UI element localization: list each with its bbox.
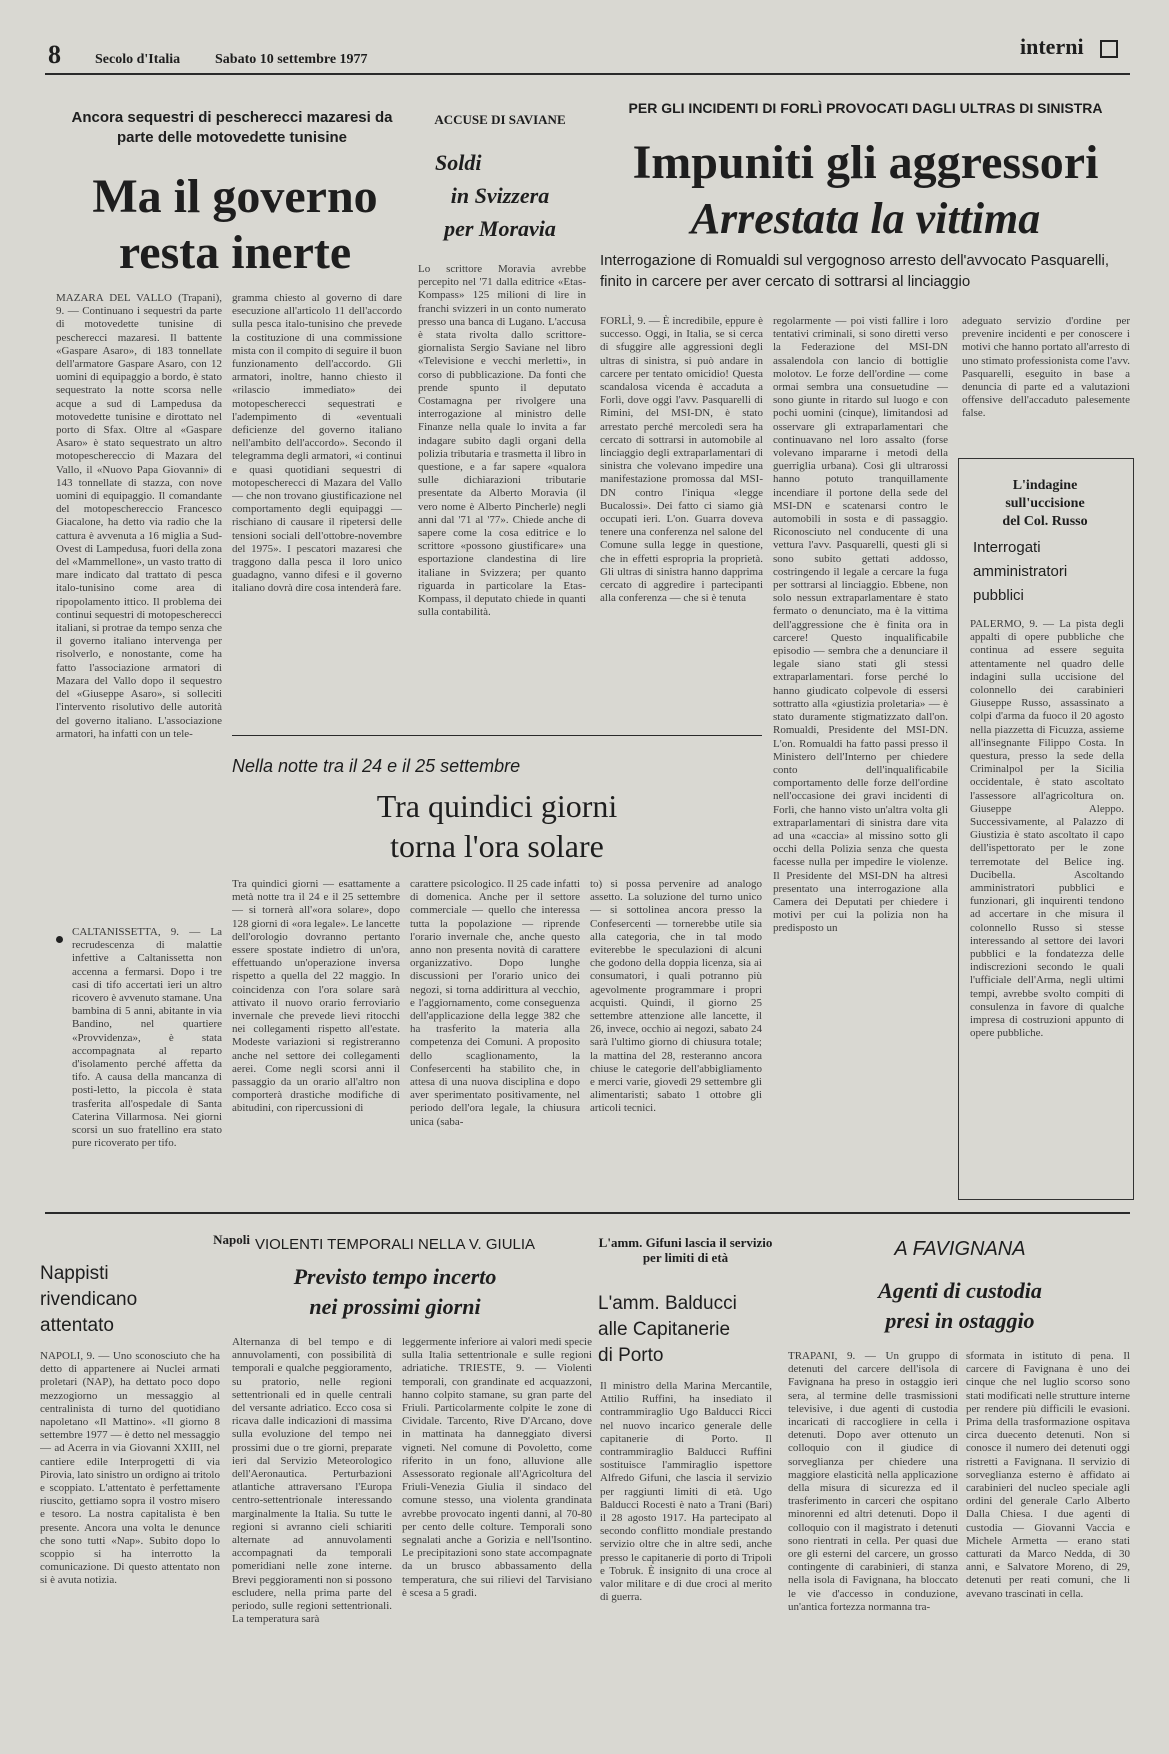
russo-box-title-3: del Col. Russo xyxy=(1002,514,1088,529)
russo-headline-1: Interrogati xyxy=(973,539,1041,556)
mazara-headline-1: Ma il governo xyxy=(92,170,378,223)
ora-solare-body-col1: Tra quindici giorni — esattamente a metà notte tra il 24 e il 25 settembre — si tornerà all'«ora solare», dopo 128 giorni di «ora legale». Le lancette dell'orologio dovranno pertanto essere spostate indietro di un'ora, effettuando un'operazione inversa rispetto a quella del 22 maggio. In coincidenza con l'ora solare sarà attivato il nuovo orario ferroviario invernale che prevede lievi ritocchi nei collegamenti rispetto all'estate. Modeste variazioni si registreranno anche nel settore dei collegamenti aerei. Come negli scorsi anni il passaggio da un orario all'altro non comporterà drastiche modifiche di abitudini, con ripercussioni di xyxy=(232,878,400,1115)
ora-solare-body-col2: carattere psicologico. Il 25 cade infatti di domenica. Anche per il settore commerciale — quello che interessa tutta la popolazione — riprende l'orario invernale che, anche questo anno non presenta novità di carattere organizzativo. Dopo lunghe discussioni per l'orario unico dei negozi, si torna addirittura al vecchio, e l'aggiornamento, come conseguenza dell'applicazione della legge 382 che ha trasferito la materia alla competenza dei Comuni. A proposito dello scaglionamento, la Confesercenti ha stabilito che, in attesa di una nuova disciplina e dopo aver sperimentato positivamente, nel periodo dell'ora legale, la chiusura unica (saba- xyxy=(410,878,580,1128)
giulia-body-col1: Alternanza di bel tempo e di annuvolamenti, con possibilità di temporali e qualche peggioramento, su pratorio, nelle regioni settentrionali ed in quelle centrali del versante adriatico. Ecco cosa si ricava dalle indicazioni di massima sulla evoluzione del tempo nei prossimi due o tre giorni, preparate ieri dal Servizio Meteorologico dell'Aeronautica. Perturbazioni atlantiche attraversano l'Europa centro-settentrionale interessando marginalmente la Italia. Su tutte le regioni si avranno cieli schiariti alternate ad annuvolamenti accompagnati da temporali pomeridiani nelle zone interne. Brevi peggioramenti non si possono escludere, nella prima parte del periodo, sulle regioni settentrionali. La temperatura sarà xyxy=(232,1336,392,1626)
forli-headline-1: Impuniti gli aggressori xyxy=(632,136,1099,189)
russo-headline-3: pubblici xyxy=(973,587,1024,604)
napoli-headline-3: attentato xyxy=(40,1315,114,1336)
saviane-kicker: ACCUSE DI SAVIANE xyxy=(434,112,566,127)
mazara-body-col2: gramma chiesto al governo di dare esecuzione all'articolo 11 dell'accordo sulla pesca italo-tunisino che prevede la costituzione di una commissione mista con il compito di seguire il buon funzionamento dell'accordo. Gli armatori, inoltre, hanno chiesto il «rilascio immediato» dei motopescherecci sequestrati e l'adempimento di «eventuali deficienze del governo italiano nell'ambito dell'accordo». Secondo il telegramma degli armatori, «i continui e quasi quotidiani sequestri di motopescherecci di Mazara del Vallo — che non trovano giustificazione nel comportamento degli equipaggi — rischiano di causare il ripetersi delle tensioni sociali dell'ottobre-novembre del 1975». I pescatori mazaresi che traggono dalla pesca il loro unico guadagno, vanno difesi e il governo italiano dovrà dire cosa intenderà fare. xyxy=(232,292,402,595)
russo-body: PALERMO, 9. — La pista degli appalti di opere pubbliche che continua ad essere seguita attentamente nel quadro delle indagini sulla uccisione del colonnello dei carabinieri Giuseppe Russo, assassinato a colpi d'arma da fuoco il 20 agosto nella piazzetta di Ficuzza, assieme all'insegnante Filippo Costa. In questura, presso la sede della Criminalpol per la Sicilia occidentale, è stato ascoltato l'assessore all'agricoltura on. Giuseppe Aleppo. Successivamente, al Palazzo di Giustizia è stato ascoltato il capo dell'ispettorato per le zone terremotate del Belice ing. Ducibella. Ascoltando amministratori pubblici e funzionari, gli inquirenti tendono ad accertare in che misura il colonnello Russo si stesse interessando al settore dei lavori pubblici e la fondatezza delle indiscrezioni secondo le quali l'ufficiale dell'Arma, negli ultimi tempi, avrebbe svolto compiti di consulenza in favore di qualche impresa di costruzioni appunto di opere pubbliche. xyxy=(970,618,1124,1040)
napoli-headline-1: Nappisti xyxy=(40,1263,109,1284)
napoli-headline-2: rivendicano xyxy=(40,1289,138,1310)
giulia-headline-2: nei prossimi giorni xyxy=(309,1294,481,1319)
forli-body-col1: FORLÌ, 9. — È incredibile, eppure è successo. Oggi, in Italia, se si cerca di sfuggire alle aggressioni degli ultras di sinistra, si può andare in carcere per tentato omicidio! Questa scandalosa vicenda è accaduta a Forlì, dove oggi l'avv. Pasquarelli di Rimini, del MSI-DN, è stato arrestato perché mercoledì sera ha cercato di sottrarsi in automobile al linciaggio degli extraparlamentari di sinistra che volevano impedire una manifestazione promossa dal MSI-DN contro l'iniqua «legge Bucalossi». Dei fatto ci siamo già occupati ieri. L'on. Guarra doveva tenere una conferenza nel salone del Comune sulla legge in questione, che in effetti espropria la proprietà. Gli ultras di sinistra hanno dapprima cercato di aggredire i partecipanti alla conferenza — che si è tenuta xyxy=(600,315,763,605)
giulia-headline-1: Previsto tempo incerto xyxy=(293,1264,497,1289)
gifuni-body: Il ministro della Marina Mercantile, Attilio Ruffini, ha insediato il contrammiraglio Ugo Balducci Ricci nel nuovo incarico generale delle capitanerie di Porto. Il contrammiraglio Balducci Ruffini sostituisce l'ammiraglio ispettore Alfredo Gifuni, che lascia il servizio per raggiunti limiti di età. Ugo Balducci Rocesti è nato a Trani (Bari) il 28 agosto 1917. Ha partecipato al secondo conflitto mondiale prestando servizio oltre che in altre sedi, anche presso le capitanerie di porto di Tripoli e Tobruk. È insignito di una croce al valor militare e di due croci al merito di guerra. xyxy=(600,1380,772,1604)
mazara-kicker: Ancora sequestri di pescherecci mazaresi da parte delle motovedette tunisine xyxy=(71,109,393,147)
mazara-body-col1: MAZARA DEL VALLO (Trapani), 9. — Continuano i sequestri da parte di motovedette tunisine di pescherecci mazaresi. Il battente «Gaspare Asaro», di 183 tonnellate dell'armatore Gaspare Asaro, con 12 uomini di equipaggio a bordo, è stato sequestrato la notte scorsa nelle acque a sud di Lampedusa da motovedette tunisine e dirottato nel porto di Sfax. Oltre al «Gaspare Asaro» è stato sequestrato un altro motopeschereccio di Mazara del Vallo, il «Nuovo Papa Giovanni» di 143 tonnellate di stazza, con nove uomini di equipaggio. Il comandante del motopeschereccio Francesco Giacalone, ha detto via radio che la cattura è avvenuta a 16 miglia a Sud-Ovest di Lampedusa, fuori della zona del «Mammellone», un vasto tratto di mare indicato dal trattato di pesca italo-tunisino come area di ripopolamento ittico. Il problema dei continui sequestri di motopescherecci italiani, si protrae da tempo senza che il governo italiano intervenga per risolverlo, e nonostante, come ha fatto l'associazione armatori di Mazara del Vallo dopo il sequestro del «Giuseppe Asaro», si solleciti l'intervento risolutivo delle autorità del governo italiano. L'associazione armatori, ha infatti con un tele- xyxy=(56,292,222,740)
ora-solare-kicker: Nella notte tra il 24 e il 25 settembre xyxy=(232,756,521,776)
masthead-rule xyxy=(45,73,1130,75)
ora-solare-body-col3: to) si possa pervenire ad analogo assetto. La soluzione del turno unico — si sottolinea ancora presso la Confesercenti — tornerebbe utile sia alla categoria, che in tal modo eviterebbe le speculazioni di alcuni che godono della doppia licenza, sia ai consumatori, i quali potranno più agevolmente programmare i propri acquisti. Quindi, il giorno 25 settembre attenzione alle lancette, il 26, invece, occhio ai negozi, sabato 24 sarà l'ultimo giorno di chiusura totale; la mattina del 28, resteranno ancora chiuse le categorie dell'abbigliamento e merci varie, giovedì 29 settembre gli alimentaristi; sabato 1 ottobre gli articoli tecnici. xyxy=(590,878,762,1115)
gifuni-headline-2: alle Capitanerie xyxy=(598,1319,731,1340)
russo-box-title-1: L'indagine xyxy=(1012,478,1078,493)
forli-kicker: PER GLI INCIDENTI DI FORLÌ PROVOCATI DAGLI ULTRAS DI SINISTRA xyxy=(628,100,1103,116)
saviane-headline-1: Soldi xyxy=(435,150,482,175)
ora-solare-top-rule xyxy=(232,735,762,736)
section-icon xyxy=(1100,40,1118,58)
saviane-headline-3: per Moravia xyxy=(444,216,556,241)
page-date: Sabato 10 settembre 1977 xyxy=(215,52,368,67)
bottom-section-rule xyxy=(45,1212,1130,1214)
saviane-body: Lo scrittore Moravia avrebbe percepito nel '71 dalla editrice «Etas-Kompass» 125 milioni di lire in franchi svizzeri in un conto numerato presso una banca di Lugano. L'accusa è stata rivolta dallo scrittore-giornalista Sergio Saviane nel libro «Televisione e vecchi merletti», in corso di pubblicazione. Da fonti che prende spunto il deputato Costamagna per rivolgere una interrogazione al ministro delle Finanze nella quale lo invita a far indagare subito dagli organi della polizia tributaria e trasmetta il libro in questione, e a far sapere «qualora sulle dichiarazioni tributarie presentate da Alberto Moravia (il vero nome è Alberto Pincherle) negli anni dal '71 al '77». Chiede anche di sapere come la cosa editrice e lo scrittore «possono giustificare» una esportazione clandestina di lire italiane in Svizzera; per quanto riguarda in particolare la Etas-Kompass, il deputato chiede in quanti sulla contabilità. xyxy=(418,263,586,619)
forli-body-col3: adeguato servizio d'ordine per prevenire incidenti e per conoscere i motivi che hanno portato all'arresto di uno stimato professionista come l'avv. Pasquarelli, eseguito in base a denuncia di parte ed a valutazioni offensive dell'accaduto palesemente false. xyxy=(962,315,1130,420)
gifuni-headline-1: L'amm. Balducci xyxy=(598,1293,737,1314)
favignana-kicker: A FAVIGNANA xyxy=(894,1238,1026,1260)
favignana-headline-2: presi in ostaggio xyxy=(885,1308,1035,1333)
section-label: interni xyxy=(1020,34,1084,59)
forli-body-col2: regolarmente — poi visti fallire i loro tentativi criminali, si sono diretti verso la Federazione del MSI-DN assalendola con lancio di bottiglie molotov. Le forze dell'ordine — come ormai sembra una consuetudine — sono giunte in ritardo sul luogo e con pochi uomini (cinque), limitandosi ad osservare gli extraparlamentari che continuavano nel loro assalto (forse volevano impararne i metodi della guerriglia urbana). Così gli ultrarossi hanno potuto tranquillamente incendiare il portone della sede del MSI-DN e scatenarsi contro le automobili in sosta e di passaggio. Riconosciuto nel conducente di una vettura l'avv. Pasquarelli, questi gli si sono subito gettati addosso, costringendo il legale a cercare la fuga per sottrarsi al linciaggio. Ebbene, non solo nessun extraparlamentare è stato fermato o denunciato, ma è la vittima dell'aggressione che è finita ora in carcere! Questo inqualificabile episodio — sembra che a denunciare il legale siano stati gli stessi extraparlamentari. forse perché lo hanno giudicato colpevole di essersi sottratto alla «giustizia proletaria» — è stato duramente stigmatizzato dall'on. Romualdi, Presidente del MSI-DN. L'on. Romualdi ha fatto passi presso il Ministero dell'Interno per chiedere conto dell'inqualificabile comportamento delle forze dell'ordine nell'occasione dei gravi incidenti di Forlì, che hanno visto un'altra volta gli extraparlamentari di sinistra dare vita ad una «caccia» al missino sotto gli occhi della Polizia senza che questa facesse nulla per impedire le violenze. Il Presidente del MSI-DN ha altresì presentato una interrogazione alla Camera dei Deputati per chiedere i motivi per cui la polizia non ha predisposto un xyxy=(773,315,948,935)
napoli-body: NAPOLI, 9. — Uno sconosciuto che ha detto di appartenere ai Nuclei armati proletari (NAP), ha dettato poco dopo mezzogiorno un messaggio al centralinista di turno del quotidiano napoletano «Il Mattino». «Il giorno 8 settembre 1977 — è detto nel messaggio — ad Acerra in via Giovanni XXIII, nel cantiere edile Interprogetti di via Pirovia, lato sinistro un ordigno ai tritolo e scoppiato. L'attentato è perfettamente riuscito, gettiamo sopra il vostro misero e tesoro. La nostra capitalista è ben presente. Ancora una volta le denunce che sono tutti «Nap». Subito dopo lo scoppio si ha interrotto la comunicazione. Di questo attentato non si è avuta notizia. xyxy=(40,1350,220,1587)
newspaper-name: Secolo d'Italia xyxy=(95,52,181,67)
forli-headline-2: Arrestata la vittima xyxy=(690,194,1041,243)
mazara-headline-2: resta inerte xyxy=(118,226,352,279)
russo-box-title-2: sull'uccisione xyxy=(1005,496,1085,511)
giulia-kicker: VIOLENTI TEMPORALI NELLA V. GIULIA xyxy=(254,1236,536,1253)
ora-solare-headline-1: Tra quindici giorni xyxy=(376,788,618,824)
page-number: 8 xyxy=(48,40,61,69)
favignana-body-col1: TRAPANI, 9. — Un gruppo di detenuti del carcere dell'isola di Favignana ha preso in ostaggio ieri sera, al termine delle trasmissioni televisive, i due agenti di custodia incaricati di raccogliere in cella i detenuti. Dopo aver ottenuto un colloquio con il giudice di sorveglianza per chiedere una maggiore elasticità nella applicazione della misura di sicurezza ed il trasferimento in carceri che ospitano minorenni ed altri detenuti. Dopo il colloquio con il magistrato i detenuti sono rientrati in cella. Per quasi due ore gli esterni del carcere, un grosso contingente di carabinieri, di stanza nella isola di Favignana, ha bloccato le vie d'accesso in conduzione, un'antica fortezza normanna tra- xyxy=(788,1350,958,1613)
russo-headline-2: amministratori xyxy=(973,563,1068,580)
saviane-headline-2: in Svizzera xyxy=(450,183,550,208)
ora-solare-headline-2: torna l'ora solare xyxy=(390,828,604,864)
bullet-icon xyxy=(56,930,69,948)
giulia-body-col2: leggermente inferiore ai valori medi specie sulla Italia settentrionale e sulle regioni adriatiche. TRIESTE, 9. — Violenti temporali, con grandinate ed acquazzoni, hanno colpito stamane, su gran parte del Friuli. Particolarmente colpite le zone di Cividale. Tarcento, Rive D'Arcano, dove in mattinata ha danneggiato diversi vigneti. Nel comune di Povoletto, come riferito in un fono, alluvione alle Assessorato regionale all'Agricoltura del Friuli-Venezia Giulia il sindaco del comune stesso, una violenta grandinata avrebbe provocato ingenti danni, al 70-80 per cento delle colture. Temporali sono segnalati anche a Gorizia e nell'Isontino. Le precipitazioni sono state accompagnate da un brusco abbassamento della temperatura, che sui rilievi del Tarvisiano è scesa a 5 gradi. xyxy=(402,1336,592,1599)
gifuni-kicker: L'amm. Gifuni lascia il servizio per limiti di età xyxy=(598,1235,773,1265)
gifuni-headline-3: di Porto xyxy=(598,1345,664,1366)
napoli-kicker: Napoli xyxy=(213,1232,250,1247)
favignana-headline-1: Agenti di custodia xyxy=(878,1278,1042,1303)
forli-subhead: Interrogazione di Romualdi sul vergognoso arresto dell'avvocato Pasquarelli, finito in carcere per aver cercato di sottrarsi al linciaggio xyxy=(600,252,1109,290)
favignana-body-col2: sformata in istituto di pena. Il carcere di Favignana è uno dei cinque che nel luglio scorso sono stati modificati nelle strutture interne per rendere più difficili le evasioni. Prima della trasformazione ospitava circa duecento detenuti. Non si conosce il numero dei detenuti oggi ristretti a Favignana. Il servizio di sorveglianza esterno è affidato ai carabinieri del nucleo speciale agli ordini del generale Carlo Alberto Dalla Chiesa. I due agenti di custodia — Giovanni Vaccia e Michele Armetta — erano stati catturati da Marco Nedda, di 30 anni, e Salvatore Moreno, di 29, detenuti per reati comuni, che li avevano trascinati in cella. xyxy=(966,1350,1130,1600)
caltanissetta-body: CALTANISSETTA, 9. — La recrudescenza di malattie infettive a Caltanissetta non accenna a fermarsi. Dopo i tre casi di tifo accertati ieri un altro ricovero è avvenuto stamane. Una bambina di 5 anni, abitante in via Bandino, nel quartiere «Provvidenza», è stata accompagnata al reparto d'isolamento perché affetta da tifo. A causa della mancanza di posti-letto, la piccola è stata trasferita all'ospedale di Santa Caterina Villarmosa. Nei giorni scorsi un suo fratellino era stato pure ricoverato per tifo. xyxy=(72,926,222,1150)
